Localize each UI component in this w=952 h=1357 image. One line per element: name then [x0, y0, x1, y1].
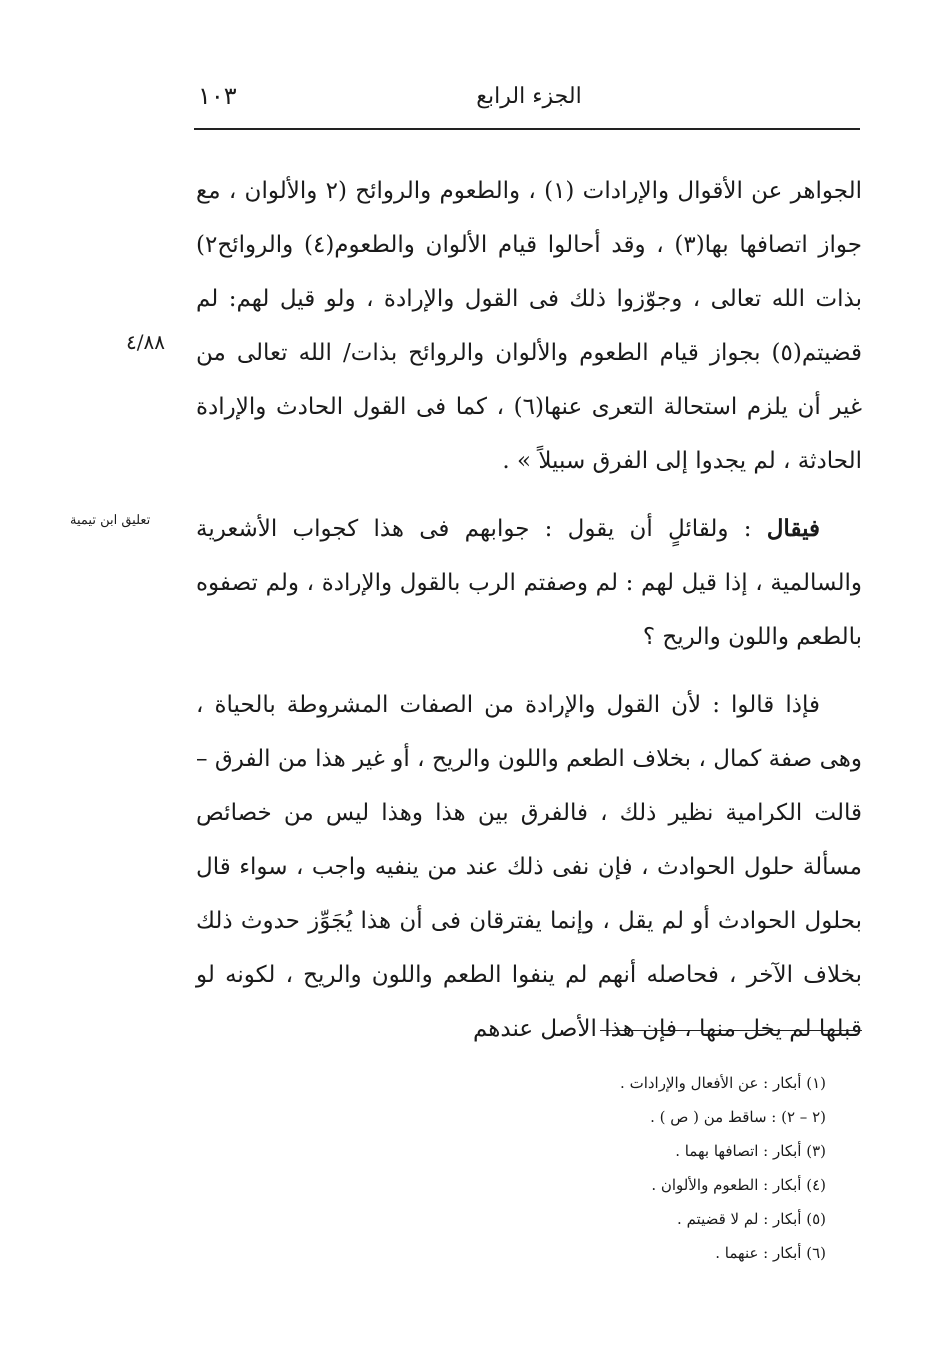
main-text	[196, 164, 862, 1056]
page-number: ١٠٣	[198, 82, 237, 110]
header-divider	[194, 128, 860, 130]
footnote: (١) أبكار : عن الأفعال والإرادات .	[620, 1074, 826, 1092]
paragraph-1: الجواهر عن الأقوال والإرادات (١) ، والطعوم والروائح (٢ والألوان ، مع جواز اتصافها بها(٣) ، وقد أحالوا قيام الألوان والطعوم(٤) والروائح٢) بذات الله تعالى ، وجوّزوا ذلك فى القول والإرادة ، ولو قيل لهم: لم قضيتم(٥) بجواز قيام الطعوم والألوان والروائح بذات/ الله تعالى من غير أن يلزم استحالة التعرى عنها(٦) ، كما فى القول الحادث والإرادة الحادثة ، لم يجدوا إلى الفرق سبيلاً » .	[196, 178, 862, 474]
footnote-divider	[600, 1030, 862, 1031]
margin-reference: ٤/٨٨	[126, 330, 165, 354]
running-title: الجزء الرابع	[476, 84, 582, 109]
paragraph-2	[196, 502, 862, 664]
footnote: (٢ – ٢) : ساقط من ( ص ) .	[650, 1108, 826, 1126]
paragraph-2-text: : ولقائلٍ أن يقول : جوابهم فى هذا كجواب الأشعرية والسالمية ، إذا قيل لهم : لم وصفتم الرب بالقول والإرادة ، ولم تصفوه بالطعم واللون والريح ؟	[196, 516, 862, 650]
footnote: (٦) أبكار : عنهما .	[715, 1244, 826, 1262]
margin-note: تعليق ابن تيمية	[70, 513, 151, 528]
footnote: (٥) أبكار : لم لا قضيتم .	[677, 1210, 826, 1228]
paragraph-2-lead: فيقال	[766, 515, 821, 542]
footnote: (٤) أبكار : الطعوم والألوان .	[651, 1176, 826, 1194]
paragraph-3: فإذا قالوا : لأن القول والإرادة من الصفات المشروطة بالحياة ، وهى صفة كمال ، بخلاف الطعم واللون والريح ، أو غير هذا من الفرق – قالت الكرامية نظير ذلك ، فالفرق بين هذا وهذا ليس من خصائص مسألة حلول الحوادث ، فإن نفى ذلك عند من ينفيه واجب ، سواء قال بحلول الحوادث أو لم يقل ، وإنما يفترقان فى أن هذا يُجَوِّز حدوث ذلك بخلاف الآخر ، فحاصله أنهم لم ينفوا الطعم واللون والريح ، لكونه لو قبلها لم يخل منها ، فإن هذا الأصل عندهم	[196, 692, 862, 1042]
footnote: (٣) أبكار : اتصافها بهما .	[675, 1142, 826, 1160]
page-header	[198, 80, 860, 124]
footnotes	[366, 1066, 826, 1270]
